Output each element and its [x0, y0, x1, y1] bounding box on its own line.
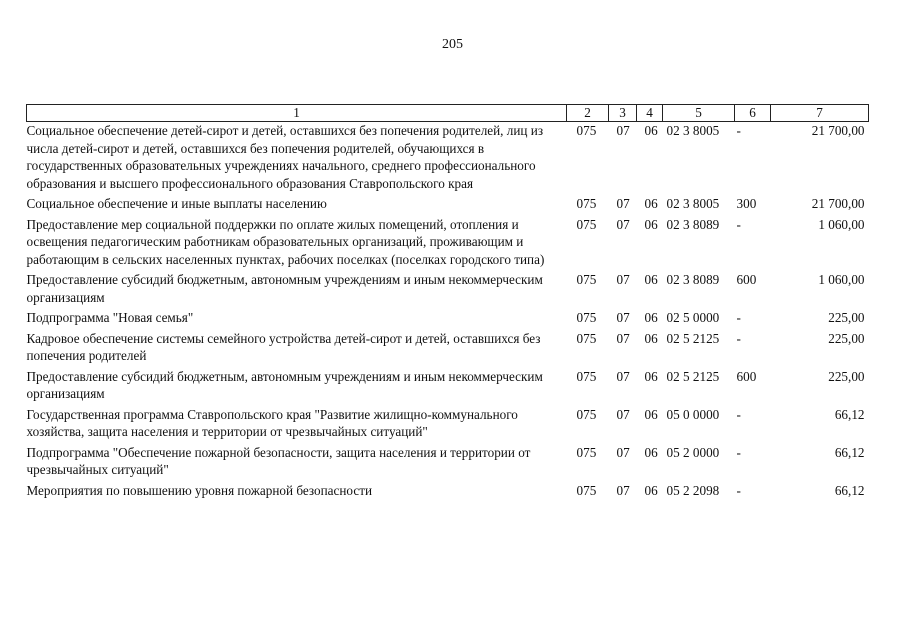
row-code-section: 07 — [616, 444, 630, 460]
row-code-subsection: 06 — [644, 123, 658, 138]
row-code-subsection: 06 — [644, 482, 658, 498]
row-code-target: 05 2 0000 — [666, 444, 720, 460]
row-code-target: 02 3 8089 — [666, 216, 720, 232]
row-code-section: 07 — [616, 368, 630, 384]
row-code-target: 02 3 8089 — [666, 272, 720, 287]
row-code-expense: 300 — [736, 196, 757, 211]
page-number: 205 — [442, 37, 463, 52]
row-code-expense: - — [736, 482, 741, 498]
row-amount: 225,00 — [828, 310, 865, 325]
column-header: 6 — [735, 105, 771, 122]
row-code-admin: 075 — [576, 482, 597, 498]
row-code-target: 02 3 8005 — [666, 123, 720, 138]
row-code-admin: 075 — [576, 272, 597, 287]
row-code-admin: 075 — [576, 216, 597, 232]
row-name: Мероприятия по повышению уровня пожарной безопасности — [26, 482, 373, 498]
row-code-subsection: 06 — [644, 368, 658, 384]
table-row — [27, 195, 869, 216]
row-code-section: 07 — [616, 123, 630, 138]
row-amount: 21 700,00 — [811, 123, 865, 138]
table-row — [27, 406, 869, 444]
table-row — [27, 330, 869, 368]
row-code-section: 07 — [616, 330, 630, 346]
row-code-admin: 075 — [576, 123, 597, 138]
row-code-section: 07 — [616, 216, 630, 232]
row-amount: 1 060,00 — [818, 272, 865, 287]
column-header: 4 — [637, 105, 663, 122]
row-code-expense: - — [736, 406, 741, 422]
row-name: Предоставление субсидий бюджетным, автономным учреждениям и иным некоммерческим организациям — [26, 368, 543, 401]
row-amount: 225,00 — [828, 368, 865, 384]
table-row — [27, 482, 869, 503]
row-code-subsection: 06 — [644, 444, 658, 460]
row-code-target: 02 3 8005 — [666, 196, 720, 211]
row-amount: 66,12 — [834, 482, 865, 498]
row-code-expense: - — [736, 123, 741, 138]
row-name: Предоставление субсидий бюджетным, автономным учреждениям и иным некоммерческим организациям — [26, 272, 543, 305]
row-amount: 225,00 — [828, 330, 865, 346]
row-code-admin: 075 — [576, 444, 597, 460]
row-code-section: 07 — [616, 310, 630, 325]
table-row — [27, 271, 869, 309]
column-header: 1 — [27, 105, 567, 122]
table-row — [27, 444, 869, 482]
row-code-section: 07 — [616, 272, 630, 287]
column-header: 3 — [609, 105, 637, 122]
row-code-section: 07 — [616, 482, 630, 498]
row-name: Предоставление мер социальной поддержки по оплате жилых помещений, отопления и освещения педагогическим работникам образовательных организаций, проживающим и работающим в сельских населенных пунктах, рабочих поселках (поселках городского типа) — [26, 216, 545, 267]
row-code-subsection: 06 — [644, 310, 658, 325]
row-name: Государственная программа Ставропольского края "Развитие жилищно-коммунального хозяйства, защита населения и территории от чрезвычайных ситуаций" — [26, 406, 518, 439]
row-code-admin: 075 — [576, 330, 597, 346]
row-code-target: 05 0 0000 — [666, 406, 720, 422]
table-row — [27, 309, 869, 330]
row-code-admin: 075 — [576, 368, 597, 384]
row-code-subsection: 06 — [644, 272, 658, 287]
row-code-target: 02 5 0000 — [666, 310, 720, 325]
row-name: Подпрограмма "Новая семья" — [26, 310, 194, 325]
column-header: 7 — [771, 105, 869, 122]
row-amount: 66,12 — [834, 406, 865, 422]
row-code-expense: - — [736, 216, 741, 232]
row-code-admin: 075 — [576, 310, 597, 325]
row-code-subsection: 06 — [644, 196, 658, 211]
row-name: Социальное обеспечение детей-сирот и детей, оставшихся без попечения родителей, лиц из числа детей-сирот и детей, оставшихся без попечения родителей, обучающихся в государственных образовательных учреждениях начального, среднего профессионального образования и высшего профессионального образования Ставропольского края — [26, 123, 544, 191]
table-row — [27, 368, 869, 406]
table-body — [27, 122, 869, 503]
row-code-subsection: 06 — [644, 330, 658, 346]
row-code-expense: - — [736, 310, 741, 325]
table-row — [27, 216, 869, 272]
column-header: 5 — [663, 105, 735, 122]
row-code-subsection: 06 — [644, 406, 658, 422]
row-code-expense: - — [736, 330, 741, 346]
budget-table — [26, 104, 869, 502]
row-code-subsection: 06 — [644, 216, 658, 232]
table-row — [27, 122, 869, 196]
row-code-section: 07 — [616, 406, 630, 422]
row-name: Социальное обеспечение и иные выплаты населению — [26, 196, 327, 211]
row-name: Кадровое обеспечение системы семейного устройства детей-сирот и детей, оставшихся без попечения родителей — [26, 330, 541, 363]
row-code-expense: 600 — [736, 272, 757, 287]
row-amount: 66,12 — [834, 444, 865, 460]
row-code-section: 07 — [616, 196, 630, 211]
row-code-target: 02 5 2125 — [666, 368, 720, 384]
row-code-target: 05 2 2098 — [666, 482, 720, 498]
row-code-expense: 600 — [736, 368, 757, 384]
row-name: Подпрограмма "Обеспечение пожарной безопасности, защита населения и территории от чрезвычайных ситуаций" — [26, 444, 531, 477]
row-code-expense: - — [736, 444, 741, 460]
row-code-target: 02 5 2125 — [666, 330, 720, 346]
row-code-admin: 075 — [576, 406, 597, 422]
row-amount: 21 700,00 — [811, 196, 865, 211]
row-code-admin: 075 — [576, 196, 597, 211]
column-header: 2 — [567, 105, 609, 122]
table-header-row — [27, 105, 869, 122]
row-amount: 1 060,00 — [818, 216, 865, 232]
